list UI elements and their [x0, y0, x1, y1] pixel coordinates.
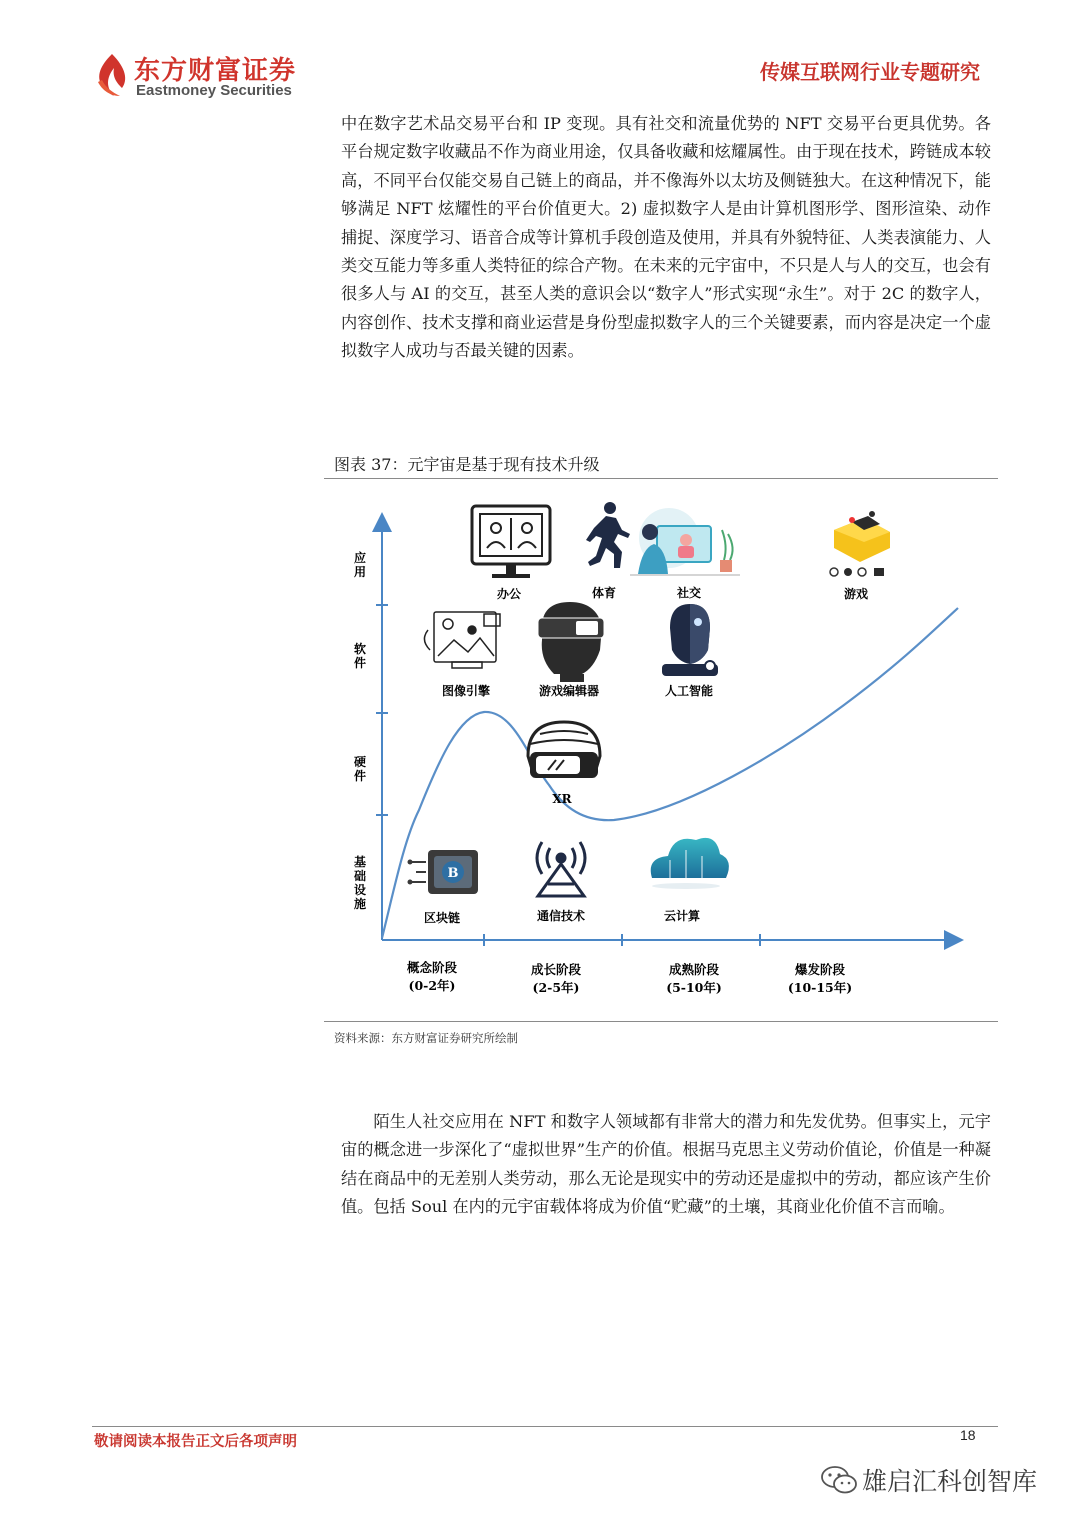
- item-ai: 人工智能: [664, 684, 714, 698]
- watermark-text: 雄启汇科创智库: [862, 1467, 1038, 1496]
- blockchain-safe-icon: [408, 850, 479, 894]
- y-label-hardware: 硬件: [353, 755, 367, 783]
- wechat-icon: [820, 1464, 858, 1496]
- sports-runner-icon: [586, 502, 630, 568]
- metaverse-tech-chart: [324, 490, 998, 1015]
- image-engine-icon: [424, 612, 500, 668]
- stage-concept-years: (0-2年): [408, 978, 456, 993]
- report-category: 传媒互联网行业专题研究: [760, 60, 980, 84]
- item-social: 社交: [676, 586, 702, 600]
- item-games: 游戏: [843, 587, 869, 601]
- y-label-software: 软件: [353, 642, 367, 670]
- footer-rule: [92, 1426, 998, 1427]
- stage-growth-name: 成长阶段: [530, 962, 582, 977]
- xr-headset-icon: [528, 722, 600, 778]
- logo-chinese-name: 东方财富证券: [134, 56, 297, 86]
- footer-disclaimer: 敬请阅读本报告正文后各项声明: [94, 1434, 297, 1450]
- body-paragraph-1: 中在数字艺术品交易平台和 IP 变现。具有社交和流量优势的 NFT 交易平台更具优势。各平台规定数字收藏品不作为商业用途，仅具备收藏和炫耀属性。由于现在技术，跨链成本较高，不同平台仅能交易自己链上的商品，并不像海外以太坊及侧链独大。在这种情况下，能够满足 NFT 炫耀性的平台价值更大。2) 虚拟数字人是由计算机图形学、图形渲染、动作捕捉、深度学习、语音合成等计算机手段创造及使用，并具有外貌特征、人类表演能力、人类交互能力等多重人类特征的综合产物。在未来的元宇宙中，不只是人与人的交互，也会有很多人与 AI 的交互，甚至人类的意识会以“数字人”形式实现“永生”。对于 2C 的数字人，内容创作、技术支撑和商业运营是身份型虚拟数字人的三个关键要素，而内容是决定一个虚拟数字人成功与否最关键的因素。: [341, 114, 991, 361]
- y-label-infrastructure: 基础设施: [353, 855, 367, 911]
- stage-explosion-name: 爆发阶段: [794, 962, 846, 977]
- svg-text:B: B: [447, 866, 459, 881]
- body-paragraph-2: 陌生人社交应用在 NFT 和数字人领域都有非常大的潜力和先发优势。但事实上，元宇宙的概念进一步深化了“虚拟世界”生产的价值。根据马克思主义劳动价值论，价值是一种凝结在商品中的无差别人类劳动，那么无论是现实中的劳动还是虚拟中的劳动，都应该产生价值。包括 Soul 在内的元宇宙载体将成为价值“贮藏”的土壤，其商业化价值不言而喻。: [341, 1112, 991, 1217]
- company-logo: [92, 50, 322, 102]
- stage-explosion-years: (10-15年): [787, 980, 853, 995]
- office-monitor-icon: [472, 506, 550, 578]
- social-video-call-icon: [630, 508, 740, 576]
- page-number: 18: [960, 1427, 976, 1443]
- stage-concept-name: 概念阶段: [406, 960, 458, 975]
- item-sports: 体育: [591, 586, 617, 600]
- games-controller-icon: [830, 511, 890, 576]
- item-cloud: 云计算: [663, 909, 701, 923]
- ai-robot-head-icon: [662, 604, 718, 676]
- figure-title: 图表 37：元宇宙是基于现有技术升级: [334, 455, 600, 474]
- item-xr: XR: [552, 792, 572, 806]
- wechat-watermark: [820, 1462, 1060, 1502]
- item-image-engine: 图像引擎: [441, 684, 491, 698]
- stage-growth-years: (2-5年): [532, 980, 580, 995]
- y-label-application: 应用: [353, 551, 367, 579]
- item-office: 办公: [496, 587, 522, 601]
- figure-source: 资料来源：东方财富证券研究所绘制: [334, 1031, 518, 1045]
- stage-mature-name: 成熟阶段: [668, 962, 720, 977]
- telecom-tower-icon: [537, 842, 585, 896]
- stage-mature-years: (5-10年): [666, 980, 722, 995]
- logo-english-name: Eastmoney Securities: [136, 82, 292, 99]
- item-telecom: 通信技术: [536, 909, 586, 923]
- item-game-editor: 游戏编辑器: [538, 684, 600, 698]
- figure-top-rule: [324, 478, 998, 479]
- logo-flame-icon: [92, 52, 132, 98]
- game-editor-vr-head-icon: [538, 602, 604, 682]
- cloud-computing-icon: [651, 838, 729, 889]
- figure-bottom-rule: [324, 1021, 998, 1022]
- item-blockchain: 区块链: [423, 911, 461, 925]
